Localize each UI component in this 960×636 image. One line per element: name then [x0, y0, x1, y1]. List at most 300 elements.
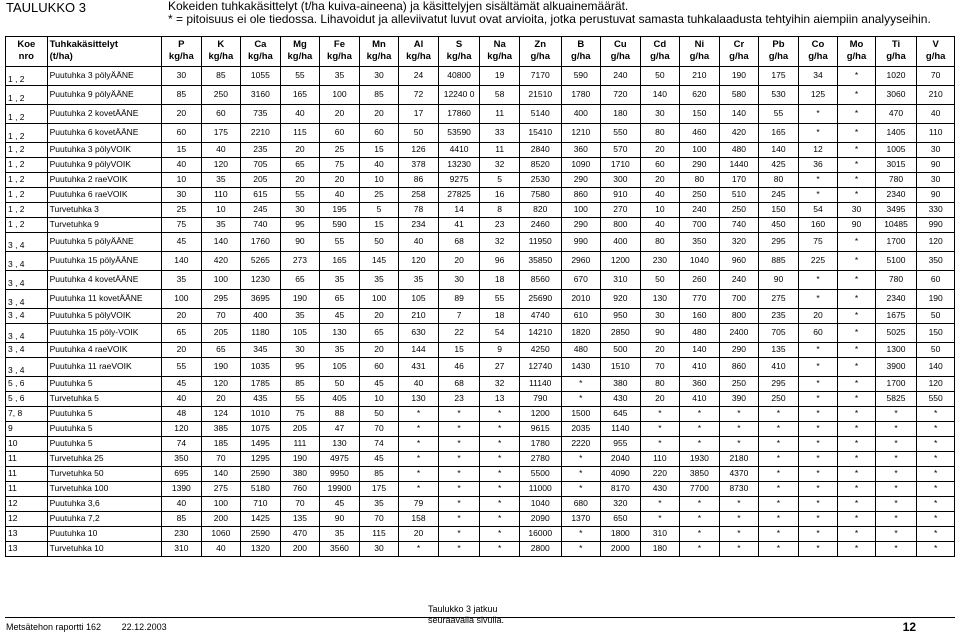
column-header-name: Na: [493, 39, 506, 50]
value-cell: 36: [798, 158, 838, 173]
value-cell: 250: [680, 188, 720, 203]
column-header-name: Koe: [17, 39, 36, 50]
column-header: [875, 37, 917, 67]
value-cell: 310: [601, 271, 641, 290]
value-cell: 130: [640, 290, 680, 309]
column-header-unit: kg/ha: [327, 51, 352, 62]
value-cell: 1200: [601, 252, 641, 271]
table-row: [6, 527, 955, 542]
value-cell: 500: [601, 343, 641, 358]
table-row: [6, 309, 955, 324]
experiment-number-cell: 1 , 2: [6, 67, 48, 86]
column-header-unit: g/ha: [689, 51, 710, 62]
value-cell: 250: [759, 392, 799, 407]
value-cell: 78: [399, 203, 439, 218]
value-cell: 580: [719, 86, 759, 105]
treatment-cell: Turvetuhka 3: [47, 203, 161, 218]
value-cell: *: [719, 407, 759, 422]
table-row: [6, 392, 955, 407]
value-cell: 860: [719, 358, 759, 377]
page-number: 12: [902, 620, 916, 634]
value-cell: 70: [917, 67, 955, 86]
value-cell: 480: [680, 324, 720, 343]
table-row: [6, 358, 955, 377]
value-cell: 1440: [719, 158, 759, 173]
value-cell: 100: [359, 290, 399, 309]
value-cell: 105: [320, 358, 360, 377]
value-cell: 350: [917, 252, 955, 271]
value-cell: *: [917, 482, 955, 497]
value-cell: 700: [719, 290, 759, 309]
treatment-cell: Puutuhka 9 pölyVOIK: [47, 158, 161, 173]
table-row: [6, 290, 955, 309]
value-cell: 10: [162, 173, 202, 188]
value-cell: 2010: [561, 290, 601, 309]
value-cell: *: [838, 482, 875, 497]
value-cell: 40: [320, 188, 360, 203]
table-row: [6, 407, 955, 422]
column-header-name: Pb: [772, 39, 785, 50]
value-cell: 100: [201, 497, 241, 512]
value-cell: *: [798, 358, 838, 377]
value-cell: 8170: [601, 482, 641, 497]
value-cell: 120: [162, 422, 202, 437]
value-cell: *: [798, 124, 838, 143]
value-cell: *: [838, 358, 875, 377]
value-cell: 430: [640, 482, 680, 497]
value-cell: 35: [201, 218, 241, 233]
value-cell: 2460: [519, 218, 561, 233]
treatment-cell: Puutuhka 6 raeVOIK: [47, 188, 161, 203]
column-header-name: Mg: [293, 39, 307, 50]
value-cell: 205: [280, 422, 320, 437]
column-header-unit: kg/ha: [366, 51, 392, 62]
value-cell: 86: [399, 173, 439, 188]
value-cell: 23: [480, 218, 520, 233]
value-cell: 15: [359, 143, 399, 158]
value-cell: 90: [759, 271, 799, 290]
value-cell: 10: [359, 392, 399, 407]
value-cell: *: [480, 452, 520, 467]
value-cell: 1200: [519, 407, 561, 422]
value-cell: 680: [561, 497, 601, 512]
value-cell: 345: [241, 343, 281, 358]
value-cell: 320: [601, 497, 641, 512]
value-cell: 50: [359, 233, 399, 252]
value-cell: 7170: [519, 67, 561, 86]
value-cell: 1075: [241, 422, 281, 437]
experiment-number-cell: 12: [6, 497, 48, 512]
value-cell: 275: [201, 482, 241, 497]
value-cell: 480: [561, 343, 601, 358]
value-cell: 50: [640, 67, 680, 86]
experiment-number-cell: 13: [6, 527, 48, 542]
value-cell: 800: [601, 218, 641, 233]
value-cell: 400: [241, 309, 281, 324]
value-cell: 79: [399, 497, 439, 512]
value-cell: 130: [320, 437, 360, 452]
column-header: [917, 37, 955, 67]
value-cell: *: [719, 512, 759, 527]
value-cell: 5140: [519, 105, 561, 124]
value-cell: 910: [601, 188, 641, 203]
value-cell: 130: [320, 324, 360, 343]
table-row: [6, 233, 955, 252]
value-cell: 770: [680, 290, 720, 309]
value-cell: 9615: [519, 422, 561, 437]
value-cell: 135: [280, 512, 320, 527]
value-cell: 790: [519, 392, 561, 407]
value-cell: *: [561, 377, 601, 392]
value-cell: *: [917, 512, 955, 527]
value-cell: 70: [201, 452, 241, 467]
value-cell: *: [438, 407, 480, 422]
column-header: [201, 37, 241, 67]
value-cell: 645: [601, 407, 641, 422]
value-cell: *: [640, 407, 680, 422]
column-header: [798, 37, 838, 67]
column-header-name: Ca: [254, 39, 267, 50]
value-cell: 124: [201, 407, 241, 422]
value-cell: 470: [280, 527, 320, 542]
value-cell: 570: [601, 143, 641, 158]
value-cell: 35: [399, 271, 439, 290]
value-cell: 3850: [680, 467, 720, 482]
value-cell: *: [838, 542, 875, 557]
table-row: [6, 188, 955, 203]
value-cell: 8560: [519, 271, 561, 290]
value-cell: 1425: [241, 512, 281, 527]
value-cell: 40: [640, 218, 680, 233]
table-row: [6, 67, 955, 86]
column-header-name: Fe: [333, 39, 345, 50]
value-cell: 120: [399, 252, 439, 271]
value-cell: 60: [917, 271, 955, 290]
experiment-number-cell: 12: [6, 512, 48, 527]
value-cell: *: [719, 497, 759, 512]
column-header-name: Cd: [653, 39, 667, 50]
column-header-name: Co: [811, 39, 825, 50]
value-cell: 65: [320, 290, 360, 309]
value-cell: *: [399, 422, 439, 437]
value-cell: 190: [280, 290, 320, 309]
column-header: [561, 37, 601, 67]
value-cell: *: [680, 512, 720, 527]
value-cell: 245: [241, 203, 281, 218]
column-header-name: V: [932, 39, 939, 50]
value-cell: 275: [759, 290, 799, 309]
column-header-unit: g/ha: [610, 51, 631, 62]
value-cell: 140: [719, 105, 759, 124]
value-cell: *: [875, 482, 917, 497]
value-cell: 20: [798, 309, 838, 324]
value-cell: 5: [359, 203, 399, 218]
value-cell: *: [719, 437, 759, 452]
value-cell: 11000: [519, 482, 561, 497]
value-cell: 2220: [561, 437, 601, 452]
page-header: [0, 0, 960, 30]
value-cell: 72: [399, 86, 439, 105]
value-cell: 20: [640, 392, 680, 407]
value-cell: 190: [917, 290, 955, 309]
value-cell: 150: [759, 203, 799, 218]
value-cell: 210: [399, 309, 439, 324]
experiment-number-cell: 9: [6, 422, 48, 437]
value-cell: *: [798, 467, 838, 482]
value-cell: 48: [162, 407, 202, 422]
value-cell: 35: [201, 173, 241, 188]
value-cell: 990: [917, 218, 955, 233]
value-cell: 20: [162, 309, 202, 324]
value-cell: 20: [162, 343, 202, 358]
value-cell: 740: [719, 218, 759, 233]
value-cell: *: [480, 437, 520, 452]
value-cell: 144: [399, 343, 439, 358]
value-cell: 295: [759, 233, 799, 252]
value-cell: 105: [399, 290, 439, 309]
value-cell: *: [640, 512, 680, 527]
value-cell: *: [838, 452, 875, 467]
value-cell: 260: [680, 271, 720, 290]
value-cell: 60: [798, 324, 838, 343]
value-cell: 85: [201, 67, 241, 86]
column-header: [359, 37, 399, 67]
value-cell: 50: [917, 309, 955, 324]
value-cell: 55: [320, 233, 360, 252]
value-cell: 140: [917, 358, 955, 377]
value-cell: 650: [601, 512, 641, 527]
value-cell: *: [561, 542, 601, 557]
column-header: [438, 37, 480, 67]
table-header: [6, 37, 955, 67]
experiment-number-cell: 1 , 2: [6, 86, 48, 105]
column-header: [162, 37, 202, 67]
value-cell: 955: [601, 437, 641, 452]
report-date: 22.12.2003: [121, 622, 167, 632]
value-cell: 1780: [519, 437, 561, 452]
value-cell: 1370: [561, 512, 601, 527]
value-cell: 14: [438, 203, 480, 218]
value-cell: 40: [162, 392, 202, 407]
value-cell: 90: [280, 233, 320, 252]
value-cell: 11: [480, 105, 520, 124]
value-cell: 2180: [719, 452, 759, 467]
value-cell: 205: [241, 173, 281, 188]
column-header: [601, 37, 641, 67]
experiment-number-cell: 1 , 2: [6, 173, 48, 188]
treatment-cell: Puutuhka 3 pölyVOIK: [47, 143, 161, 158]
value-cell: *: [640, 497, 680, 512]
value-cell: 4250: [519, 343, 561, 358]
column-header-unit: kg/ha: [406, 51, 431, 62]
value-cell: 40: [640, 188, 680, 203]
value-cell: 1820: [561, 324, 601, 343]
value-cell: 115: [359, 527, 399, 542]
column-header: [320, 37, 360, 67]
value-cell: *: [399, 482, 439, 497]
value-cell: *: [680, 437, 720, 452]
value-cell: *: [917, 467, 955, 482]
value-cell: *: [917, 542, 955, 557]
value-cell: 18: [480, 309, 520, 324]
column-header-unit: g/ha: [650, 51, 670, 62]
value-cell: 30: [640, 105, 680, 124]
treatment-cell: Puutuhka 3 pölyÄÄNE: [47, 67, 161, 86]
value-cell: 8520: [519, 158, 561, 173]
value-cell: *: [798, 482, 838, 497]
value-cell: 1390: [162, 482, 202, 497]
column-header-unit: g/ha: [530, 51, 550, 62]
value-cell: 11: [480, 143, 520, 158]
value-cell: *: [838, 188, 875, 203]
value-cell: 2090: [519, 512, 561, 527]
treatment-cell: Puutuhka 5: [47, 422, 161, 437]
value-cell: *: [759, 437, 799, 452]
value-cell: 380: [601, 377, 641, 392]
value-cell: 32: [480, 377, 520, 392]
value-cell: *: [838, 343, 875, 358]
value-cell: 430: [601, 392, 641, 407]
value-cell: 20: [320, 173, 360, 188]
value-cell: 12740: [519, 358, 561, 377]
value-cell: 25: [359, 188, 399, 203]
value-cell: 68: [438, 233, 480, 252]
ash-treatment-table: [5, 36, 955, 557]
value-cell: 165: [759, 124, 799, 143]
value-cell: 75: [320, 158, 360, 173]
value-cell: 55: [280, 67, 320, 86]
value-cell: *: [640, 437, 680, 452]
value-cell: 380: [280, 467, 320, 482]
value-cell: *: [875, 542, 917, 557]
value-cell: 125: [798, 86, 838, 105]
value-cell: 2800: [519, 542, 561, 557]
treatment-cell: Puutuhka 7,2: [47, 512, 161, 527]
value-cell: *: [480, 542, 520, 557]
value-cell: *: [759, 407, 799, 422]
value-cell: 60: [640, 158, 680, 173]
value-cell: 80: [759, 173, 799, 188]
value-cell: *: [798, 497, 838, 512]
value-cell: 85: [162, 512, 202, 527]
treatment-cell: Puutuhka 11 raeVOIK: [47, 358, 161, 377]
value-cell: *: [798, 527, 838, 542]
value-cell: 2400: [719, 324, 759, 343]
value-cell: 20: [359, 105, 399, 124]
table-body: [6, 67, 955, 557]
value-cell: 1040: [680, 252, 720, 271]
value-cell: 45: [162, 377, 202, 392]
value-cell: *: [838, 290, 875, 309]
column-header: [241, 37, 281, 67]
value-cell: 185: [201, 437, 241, 452]
value-cell: *: [798, 290, 838, 309]
value-cell: 12240 0: [438, 86, 480, 105]
value-cell: 310: [640, 527, 680, 542]
experiment-number-cell: 5 , 6: [6, 377, 48, 392]
column-header: [838, 37, 875, 67]
value-cell: 20: [162, 105, 202, 124]
value-cell: *: [798, 422, 838, 437]
value-cell: 27825: [438, 188, 480, 203]
value-cell: *: [917, 452, 955, 467]
column-header-name: Zn: [534, 39, 547, 50]
value-cell: 820: [519, 203, 561, 218]
value-cell: *: [680, 527, 720, 542]
value-cell: *: [838, 497, 875, 512]
value-cell: 200: [280, 542, 320, 557]
table-row: [6, 422, 955, 437]
value-cell: 40800: [438, 67, 480, 86]
experiment-number-cell: 3 , 4: [6, 309, 48, 324]
value-cell: 735: [241, 105, 281, 124]
value-cell: 20: [280, 173, 320, 188]
column-header-unit: kg/ha: [487, 51, 513, 62]
value-cell: *: [759, 467, 799, 482]
value-cell: *: [719, 542, 759, 557]
value-cell: *: [798, 407, 838, 422]
treatment-cell: Puutuhka 5 pölyÄÄNE: [47, 233, 161, 252]
value-cell: 4090: [601, 467, 641, 482]
value-cell: 45: [162, 233, 202, 252]
table-row: [6, 343, 955, 358]
value-cell: 405: [320, 392, 360, 407]
value-cell: 3560: [320, 542, 360, 557]
value-cell: 70: [640, 358, 680, 377]
value-cell: 1710: [601, 158, 641, 173]
value-cell: 35: [320, 271, 360, 290]
value-cell: *: [438, 452, 480, 467]
caption-line-1: Kokeiden tuhkakäsittelyt (t/ha kuiva-aineena) ja käsittelyjen sisältämät alkuainemäärät.: [168, 0, 629, 13]
value-cell: 32: [480, 233, 520, 252]
value-cell: 55: [280, 188, 320, 203]
value-cell: 960: [719, 252, 759, 271]
value-cell: 105: [280, 324, 320, 343]
experiment-number-cell: 11: [6, 452, 48, 467]
value-cell: 5: [480, 173, 520, 188]
value-cell: 180: [640, 542, 680, 557]
value-cell: *: [680, 407, 720, 422]
value-cell: *: [480, 527, 520, 542]
value-cell: 1060: [201, 527, 241, 542]
value-cell: *: [875, 437, 917, 452]
value-cell: *: [798, 343, 838, 358]
value-cell: 1760: [241, 233, 281, 252]
value-cell: 1405: [875, 124, 917, 143]
value-cell: 135: [759, 343, 799, 358]
column-header-name: Mn: [372, 39, 386, 50]
value-cell: 400: [561, 105, 601, 124]
value-cell: 20: [640, 143, 680, 158]
value-cell: 170: [719, 173, 759, 188]
experiment-number-cell: 11: [6, 482, 48, 497]
value-cell: 180: [601, 105, 641, 124]
value-cell: 885: [759, 252, 799, 271]
experiment-number-cell: 7, 8: [6, 407, 48, 422]
value-cell: *: [719, 422, 759, 437]
value-cell: 3015: [875, 158, 917, 173]
value-cell: 40: [359, 158, 399, 173]
value-cell: 3495: [875, 203, 917, 218]
value-cell: 20: [320, 105, 360, 124]
value-cell: 35: [359, 497, 399, 512]
value-cell: *: [480, 482, 520, 497]
value-cell: 90: [917, 188, 955, 203]
value-cell: 720: [601, 86, 641, 105]
value-cell: 20: [359, 309, 399, 324]
value-cell: 10: [359, 173, 399, 188]
column-header-unit: g/ha: [808, 51, 828, 62]
